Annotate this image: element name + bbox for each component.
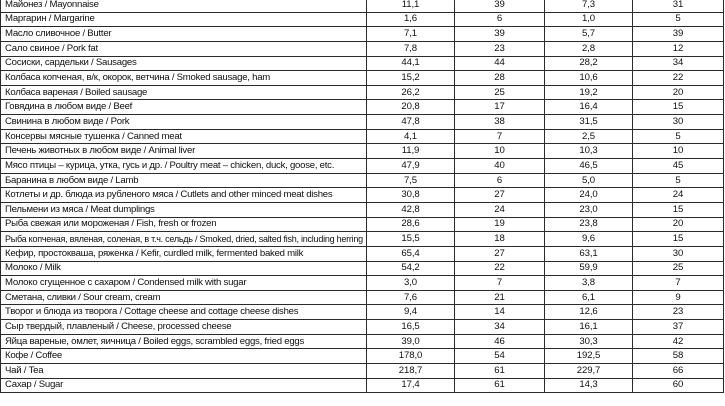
value-cell-3: 229,7: [545, 364, 633, 379]
table-row: [1, 378, 724, 393]
value-cell-2: 6: [455, 173, 545, 188]
value-cell-1: 15,5: [367, 232, 455, 247]
table-row: [1, 246, 724, 261]
value-cell-4: 5: [633, 129, 724, 144]
value-cell-1: 9,4: [367, 305, 455, 320]
value-cell-3: 5,0: [545, 173, 633, 188]
value-cell-2: 38: [455, 115, 545, 130]
value-cell-2: 39: [455, 27, 545, 42]
table-row: [1, 129, 724, 144]
table-row: [1, 159, 724, 174]
value-cell-3: 3,8: [545, 276, 633, 291]
value-cell-2: 24: [455, 202, 545, 217]
value-cell-4: 23: [633, 305, 724, 320]
value-cell-4: 15: [633, 202, 724, 217]
value-cell-2: 18: [455, 232, 545, 247]
value-cell-2: 19: [455, 217, 545, 232]
value-cell-4: 34: [633, 56, 724, 71]
value-cell-2: 21: [455, 290, 545, 305]
value-cell-4: 25: [633, 261, 724, 276]
value-cell-1: 11,1: [367, 0, 455, 12]
value-cell-3: 46,5: [545, 159, 633, 174]
value-cell-4: 5: [633, 12, 724, 27]
value-cell-3: 16,4: [545, 100, 633, 115]
value-cell-2: 27: [455, 246, 545, 261]
table-row: [1, 232, 724, 247]
value-cell-1: 17,4: [367, 378, 455, 393]
value-cell-1: 15,2: [367, 71, 455, 86]
value-cell-4: 42: [633, 334, 724, 349]
value-cell-4: 20: [633, 85, 724, 100]
value-cell-2: 54: [455, 349, 545, 364]
value-cell-4: 12: [633, 41, 724, 56]
table-row: [1, 41, 724, 56]
value-cell-1: 7,5: [367, 173, 455, 188]
table-row: [1, 217, 724, 232]
value-cell-3: 10,3: [545, 144, 633, 159]
value-cell-4: 58: [633, 349, 724, 364]
value-cell-3: 14,3: [545, 378, 633, 393]
value-cell-1: 54,2: [367, 261, 455, 276]
value-cell-1: 7,6: [367, 290, 455, 305]
food-name-cell: Яйца вареные, омлет, яичница / Boiled eggs, scrambled eggs, fried eggs: [1, 334, 367, 349]
table-row: [1, 85, 724, 100]
value-cell-2: 27: [455, 188, 545, 203]
food-name-cell: Колбаса копченая, в/к, окорок, ветчина / Smoked sausage, ham: [1, 71, 367, 86]
food-name-cell: Сыр твердый, плавленый / Cheese, processed cheese: [1, 320, 367, 335]
value-cell-1: 28,6: [367, 217, 455, 232]
food-name-cell: Сосиски, сардельки / Sausages: [1, 56, 367, 71]
table-body: [1, 0, 724, 393]
value-cell-4: 15: [633, 100, 724, 115]
value-cell-3: 23,8: [545, 217, 633, 232]
food-name-cell: Пельмени из мяса / Meat dumplings: [1, 202, 367, 217]
value-cell-4: 20: [633, 217, 724, 232]
value-cell-2: 10: [455, 144, 545, 159]
value-cell-1: 44,1: [367, 56, 455, 71]
food-name-cell: Сало свиное / Pork fat: [1, 41, 367, 56]
value-cell-2: 61: [455, 364, 545, 379]
value-cell-4: 22: [633, 71, 724, 86]
table-row: [1, 0, 724, 12]
value-cell-2: 22: [455, 261, 545, 276]
value-cell-4: 60: [633, 378, 724, 393]
value-cell-1: 65,4: [367, 246, 455, 261]
value-cell-3: 63,1: [545, 246, 633, 261]
table-row: [1, 290, 724, 305]
food-name-cell: Творог и блюда из творога / Cottage cheese and cottage cheese dishes: [1, 305, 367, 320]
value-cell-4: 7: [633, 276, 724, 291]
value-cell-2: 28: [455, 71, 545, 86]
food-name-cell: Печень животных в любом виде / Animal liver: [1, 144, 367, 159]
value-cell-2: 7: [455, 276, 545, 291]
value-cell-1: 178,0: [367, 349, 455, 364]
food-name-cell: Маргарин / Margarine: [1, 12, 367, 27]
value-cell-3: 6,1: [545, 290, 633, 305]
table-row: [1, 261, 724, 276]
value-cell-2: 7: [455, 129, 545, 144]
food-name-cell: Говядина в любом виде / Beef: [1, 100, 367, 115]
food-name-cell: Кофе / Coffee: [1, 349, 367, 364]
table-row: [1, 27, 724, 42]
table-row: [1, 334, 724, 349]
value-cell-4: 30: [633, 115, 724, 130]
value-cell-1: 7,1: [367, 27, 455, 42]
value-cell-3: 23,0: [545, 202, 633, 217]
value-cell-3: 30,3: [545, 334, 633, 349]
value-cell-3: 5,7: [545, 27, 633, 42]
value-cell-2: 46: [455, 334, 545, 349]
value-cell-4: 45: [633, 159, 724, 174]
food-name-cell: Рыба свежая или мороженая / Fish, fresh or frozen: [1, 217, 367, 232]
value-cell-1: 1,6: [367, 12, 455, 27]
value-cell-3: 59,9: [545, 261, 633, 276]
value-cell-2: 14: [455, 305, 545, 320]
value-cell-2: 40: [455, 159, 545, 174]
value-cell-3: 10,6: [545, 71, 633, 86]
value-cell-3: 24,0: [545, 188, 633, 203]
food-name-cell: Колбаса вареная / Boiled sausage: [1, 85, 367, 100]
food-name-cell: Рыба копченая, вяленая, соленая, в т.ч. сельдь / Smoked, dried, salted fish, including herring: [1, 232, 367, 247]
table-row: [1, 202, 724, 217]
table-row: [1, 173, 724, 188]
value-cell-1: 47,9: [367, 159, 455, 174]
value-cell-3: 1,0: [545, 12, 633, 27]
value-cell-2: 44: [455, 56, 545, 71]
value-cell-4: 30: [633, 246, 724, 261]
value-cell-1: 11,9: [367, 144, 455, 159]
table-row: [1, 320, 724, 335]
value-cell-3: 16,1: [545, 320, 633, 335]
food-name-cell: Свинина в любом виде / Pork: [1, 115, 367, 130]
table-row: [1, 364, 724, 379]
value-cell-4: 31: [633, 0, 724, 12]
food-name-cell: Мясо птицы – курица, утка, гусь и др. / Poultry meat – chicken, duck, goose, etc.: [1, 159, 367, 174]
table-row: [1, 349, 724, 364]
value-cell-2: 61: [455, 378, 545, 393]
value-cell-2: 17: [455, 100, 545, 115]
table-row: [1, 144, 724, 159]
value-cell-1: 26,2: [367, 85, 455, 100]
value-cell-1: 16,5: [367, 320, 455, 335]
value-cell-2: 39: [455, 0, 545, 12]
food-name-cell: Майонез / Mayonnaise: [1, 0, 367, 12]
food-name-cell: Кефир, простокваша, ряженка / Kefir, curdled milk, fermented baked milk: [1, 246, 367, 261]
food-name-cell: Молоко / Milk: [1, 261, 367, 276]
food-name-cell: Консервы мясные тушенка / Canned meat: [1, 129, 367, 144]
table-row: [1, 188, 724, 203]
value-cell-3: 12,6: [545, 305, 633, 320]
value-cell-1: 42,8: [367, 202, 455, 217]
food-name-cell: Молоко сгущенное с сахаром / Condensed milk with sugar: [1, 276, 367, 291]
food-name-cell: Сметана, сливки / Sour cream, cream: [1, 290, 367, 305]
value-cell-1: 47,8: [367, 115, 455, 130]
value-cell-3: 7,3: [545, 0, 633, 12]
value-cell-2: 6: [455, 12, 545, 27]
value-cell-1: 20,8: [367, 100, 455, 115]
value-cell-1: 7,8: [367, 41, 455, 56]
table-row: [1, 71, 724, 86]
value-cell-4: 39: [633, 27, 724, 42]
table-row: [1, 305, 724, 320]
value-cell-1: 39,0: [367, 334, 455, 349]
food-name-cell: Баранина в любом виде / Lamb: [1, 173, 367, 188]
food-name-cell: Масло сливочное / Butter: [1, 27, 367, 42]
value-cell-4: 10: [633, 144, 724, 159]
value-cell-1: 218,7: [367, 364, 455, 379]
table-row: [1, 12, 724, 27]
value-cell-3: 2,5: [545, 129, 633, 144]
value-cell-1: 3,0: [367, 276, 455, 291]
food-name-cell: Сахар / Sugar: [1, 378, 367, 393]
value-cell-1: 30,8: [367, 188, 455, 203]
value-cell-4: 66: [633, 364, 724, 379]
table-row: [1, 100, 724, 115]
food-name-cell: Чай / Tea: [1, 364, 367, 379]
value-cell-4: 9: [633, 290, 724, 305]
table-row: [1, 276, 724, 291]
table-row: [1, 115, 724, 130]
value-cell-4: 37: [633, 320, 724, 335]
table-row: [1, 56, 724, 71]
value-cell-3: 19,2: [545, 85, 633, 100]
value-cell-2: 23: [455, 41, 545, 56]
value-cell-4: 24: [633, 188, 724, 203]
food-name-cell: Котлеты и др. блюда из рубленого мяса / Cutlets and other minced meat dishes: [1, 188, 367, 203]
value-cell-2: 34: [455, 320, 545, 335]
value-cell-2: 25: [455, 85, 545, 100]
value-cell-3: 192,5: [545, 349, 633, 364]
value-cell-3: 2,8: [545, 41, 633, 56]
value-cell-3: 9,6: [545, 232, 633, 247]
value-cell-4: 15: [633, 232, 724, 247]
value-cell-4: 5: [633, 173, 724, 188]
value-cell-1: 4,1: [367, 129, 455, 144]
value-cell-3: 28,2: [545, 56, 633, 71]
value-cell-3: 31,5: [545, 115, 633, 130]
